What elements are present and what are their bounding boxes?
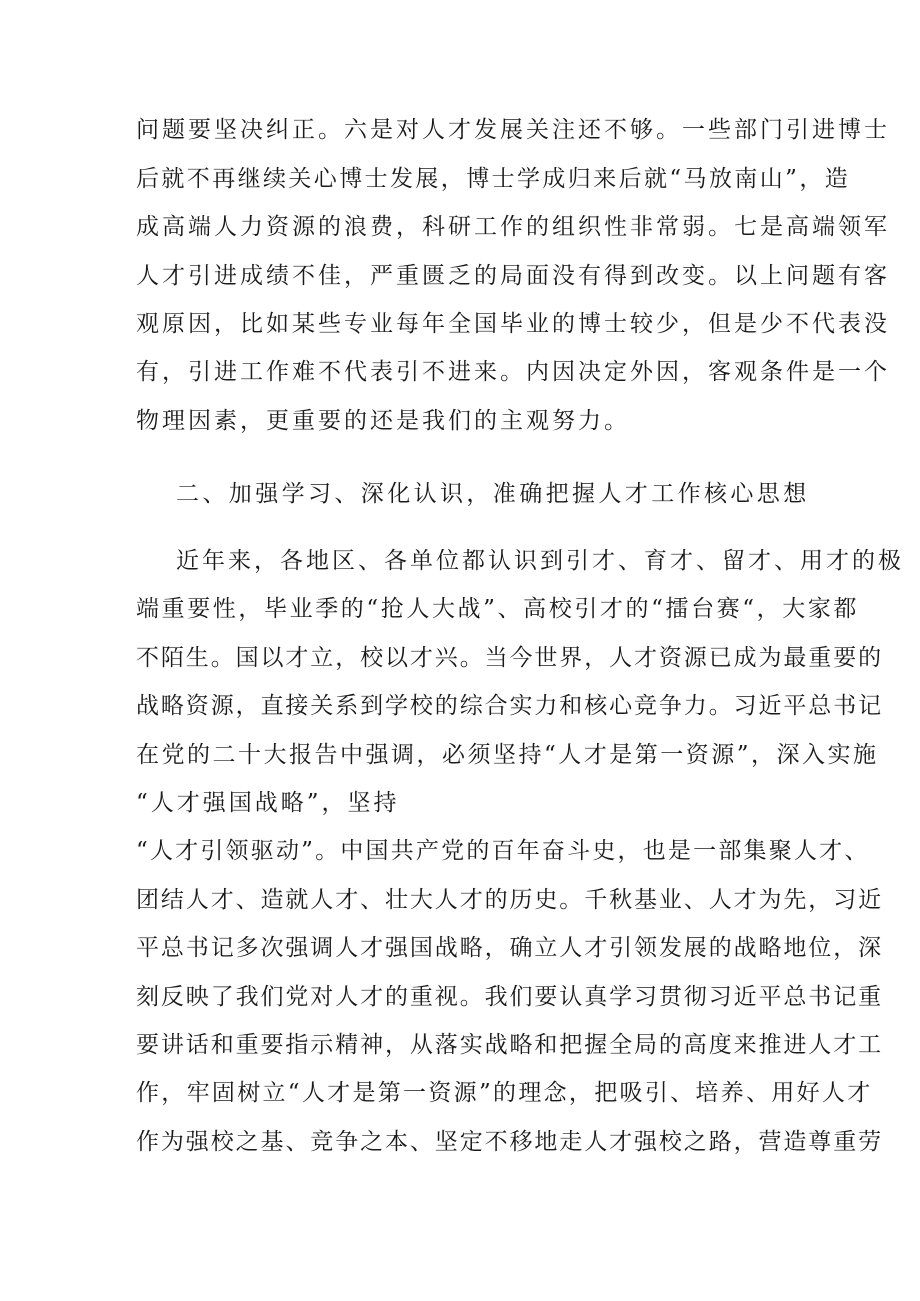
text-line: 不陌生。国以才立，校以才兴。当今世界，人才资源已成为最重要的	[136, 645, 883, 671]
text-line: 近年来，各地区、各单位都认识到引才、育才、留才、用才的极	[176, 548, 904, 574]
section-heading: 二、加强学习、深化认识，准确把握人才工作核心思想	[176, 481, 810, 507]
text-line: 物理因素，更重要的还是我们的主观努力。	[136, 408, 630, 434]
text-line: 观原因，比如某些专业每年全国毕业的博士较少，但是少不代表没	[136, 311, 890, 337]
text-line: 平总书记多次强调人才强国战略，确立人才引领发展的战略地位，深	[136, 935, 883, 961]
text-line: 人才引进成绩不佳，严重匮乏的局面没有得到改变。以上问题有客	[136, 263, 890, 289]
text-line: “人才引领驱动”。中国共产党的百年奋斗史，也是一部集聚人才、	[136, 838, 870, 864]
text-line: 团结人才、造就人才、壮大人才的历史。千秋基业、人才为先，习近	[136, 887, 883, 913]
text-line: 有，引进工作难不代表引不进来。内因决定外因，客观条件是一个	[136, 359, 890, 385]
text-line: 刻反映了我们党对人才的重视。我们要认真学习贯彻习近平总书记重	[136, 984, 883, 1010]
text-line: 战略资源，直接关系到学校的综合实力和核心竞争力。习近平总书记	[136, 693, 883, 719]
text-line: 在党的二十大报告中强调，必须坚持“人才是第一资源”，深入实施	[136, 742, 879, 768]
text-line: 后就不再继续关心博士发展，博士学成归来后就“马放南山”，造	[136, 166, 851, 192]
text-line: 要讲话和重要指示精神，从落实战略和把握全局的高度来推进人才工	[136, 1032, 883, 1058]
text-line: 作为强校之基、竞争之本、坚定不移地走人才强校之路，营造尊重劳	[136, 1129, 883, 1155]
text-line: 端重要性，毕业季的“抢人大战”、高校引才的“擂台赛“，大家都	[136, 596, 860, 622]
text-line: 成高端人力资源的浪费，科研工作的组织性非常弱。七是高端领军	[136, 214, 890, 240]
text-line: “人才强国战略”，坚持	[136, 790, 400, 816]
text-line: 作，牢固树立“人才是第一资源”的理念，把吸引、培养、用好人才	[136, 1080, 873, 1106]
text-line: 问题要坚决纠正。六是对人才发展关注还不够。一些部门引进博士	[136, 117, 890, 143]
